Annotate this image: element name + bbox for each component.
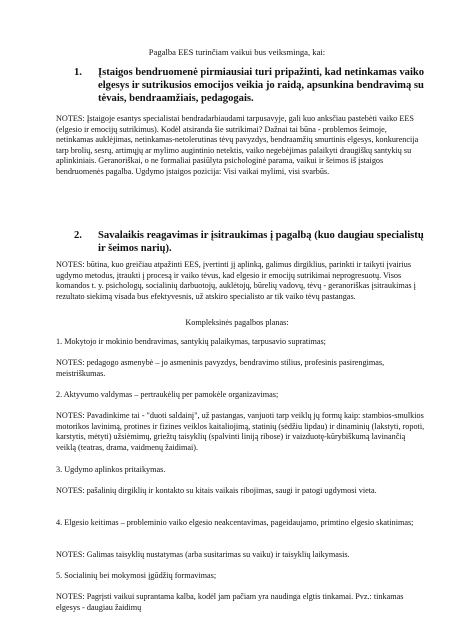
notes-1: NOTES: Įstaigoje esantys specialistai bendradarbiaudami tarpusavyje, gali kuo anksčiau pastebėti vaiko EES (elgesio ir emocijų sutrikimus). Kodėl atsiranda šie sutrikimai? Dažnai tai būna - problemos šeimoje, netinkamas auklėjimas, netinkamas-netolerutinas tėvų pavyzdys, bendraamžių smurtinis elgesys, konkurencija tarp brolių, sesrų, artimųjų ar mylimo augintinio netektis, vaiko negebėjimas palaikyti draugiškų santykių su aplinkiniais. Geranoriškai, o ne formaliai pasiūlyta psichologinė parama, vaikui ir šeimos iš įstaigos bendruomenės pagalba. Ugdymo įstaigos pozicija: Visi vaikai mylimi, visi svarbūs. [56,114,419,176]
page-title: Pagalba EES turinčiam vaikui bus veiksminga, kai: [148,47,326,57]
heading-1-text: Įstaigos bendruomenė pirmiausiai turi pripažinti, kad netinkamas vaiko elgesys ir sutrikusios emocijos veikia jo raidą, apsunkina bendravimą su tėvais, bendraamžiais, pedagogais. [98,67,425,104]
plan-notes-5: NOTES: Pagrįsti vaikui suprantama kalba, kodėl jam pačiam yra naudinga elgtis tinkamai. Pvz.: tinkamas elgesys - daugiau žaidimų [56,592,404,612]
plan-title: Kompleksinės pagalbos planas: [185,318,289,327]
plan-notes-2: NOTES: Pavadinkime tai - "duoti saldainį", už pastangas, vanjuoti tarp veiklų jų formų kaip: stambios-smulkios motorikos lavinimą, protines ir fizines veiklos kaitaliojimą, statinių (sėdžiu lipdau) ir dinaminių (lakstyti, ropoti, karstytis, mėtyti) užsiėmimų, griežtų taisyklių (spalvinti liniją ribose) ir vaizduotę-kūrybiškumą lavinančią veiklą (teatras, drama, vaidmenų žaidimai). [56,411,425,452]
plan-item-4: 4. Elgesio keitimas – probleminio vaiko elgesio neakcentavimas, pageidaujamo, primtino elgesio skatinimas; [56,518,414,527]
plan-notes-4: NOTES: Galimas taisyklių nustatymas (arba susitarimas su vaiku) ir taisyklių laikymasis. [56,550,350,559]
heading-1-number: 1. [74,67,82,78]
plan-item-2: 2. Aktyvumo valdymas – pertraukėlių per pamokėle organizavimas; [56,390,279,399]
plan-item-1: 1. Mokytojo ir mokinio bendravimas, santykių palaikymas, tarpusavio supratimas; [56,337,326,346]
plan-item-5: 5. Socialinių bei mokymosi įgūdžių formavimas; [56,571,217,580]
plan-notes-3: NOTES: pašalinių dirgiklių ir kontakto su kitais vaikais ribojimas, saugi ir patogi ugdymosi vieta. [56,486,377,495]
heading-2-text: Savalaikis reagavimas ir įsitraukimas į pagalbą (kuo daugiau specialistų ir šeimos narių). [98,230,424,254]
notes-2: NOTES: būtina, kuo greičiau atpažinti EES, įvertinti jį aplinką, galimus dirgiklius, parinkti ir taikyti įvairius ugdymo metodus, įtraukti į procesą ir vaiko tėvus, kad elgesio ir emocijų sutrikimai neprogresuotų. Visos komandos t. y. psichologų, socialinių darbuotojų, auklėtojų, būrelių vadovų, tėvų - geranoriškas įsitraukimas į rezultato siekimą visada bus efektyvesnis, už atskiro specialisto ar tik vaiko tėvų pastangas. [56,260,416,301]
heading-2-number: 2. [74,230,82,241]
plan-notes-1: NOTES: pedagogo asmenybė – jo asmeninis pavyzdys, bendravimo stilius, profesinis pasirengimas, meistriškumas. [56,358,385,378]
plan-item-3: 3. Ugdymo aplinkos pritaikymas. [56,465,166,474]
heading-2 [56,229,428,255]
heading-1 [56,66,428,105]
